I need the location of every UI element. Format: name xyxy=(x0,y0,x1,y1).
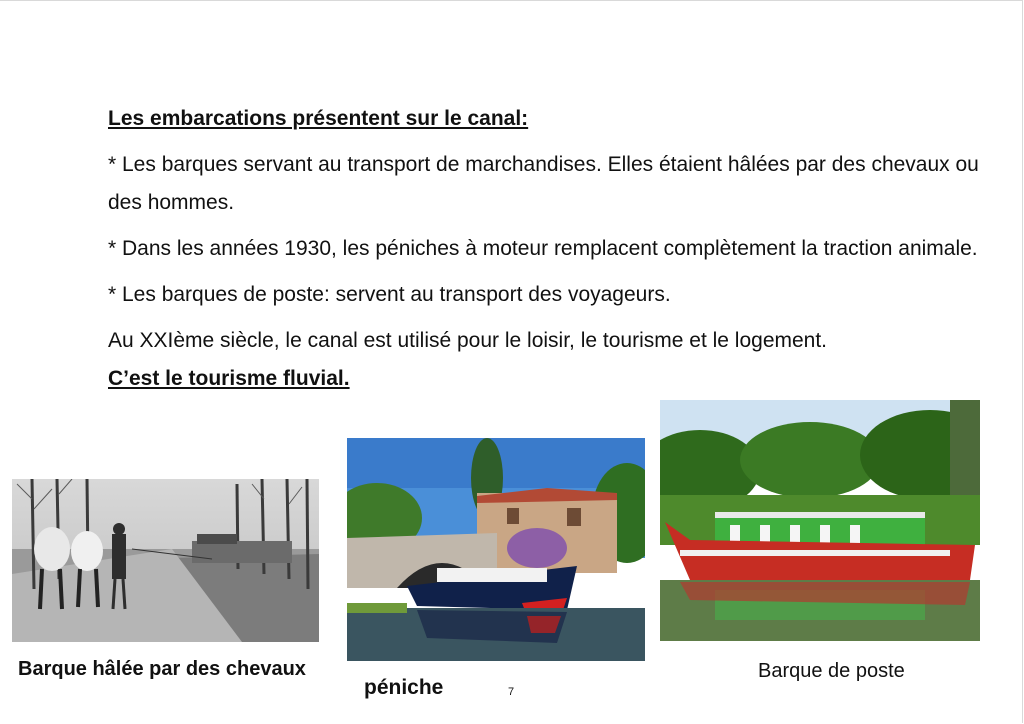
caption-horses: Barque hâlée par des chevaux xyxy=(18,658,306,680)
text-block xyxy=(108,100,988,398)
heading: Les embarcations présentent sur le canal: xyxy=(108,107,529,130)
photo-peniche xyxy=(347,438,645,661)
caption-barque-poste: Barque de poste xyxy=(758,660,905,682)
photo-barque-poste xyxy=(660,400,980,641)
paragraph-barques-poste: * Les barques de poste: servent au transport des voyageurs. xyxy=(108,283,671,306)
photo-horses-towing xyxy=(12,479,319,642)
paragraph-xxieme: Au XXIème siècle, le canal est utilisé pour le loisir, le tourisme et le logement. xyxy=(108,329,828,352)
paragraph-peniches: * Dans les années 1930, les péniches à moteur remplacent complètement la traction animale. xyxy=(108,237,978,260)
caption-peniche: péniche xyxy=(364,676,444,699)
subheading: C’est le tourisme fluvial. xyxy=(108,367,350,390)
paragraph-barques: * Les barques servant au transport de marchandises. Elles étaient hâlées par des chevaux ou des hommes. xyxy=(108,153,979,214)
page-number: 7 xyxy=(508,686,515,698)
